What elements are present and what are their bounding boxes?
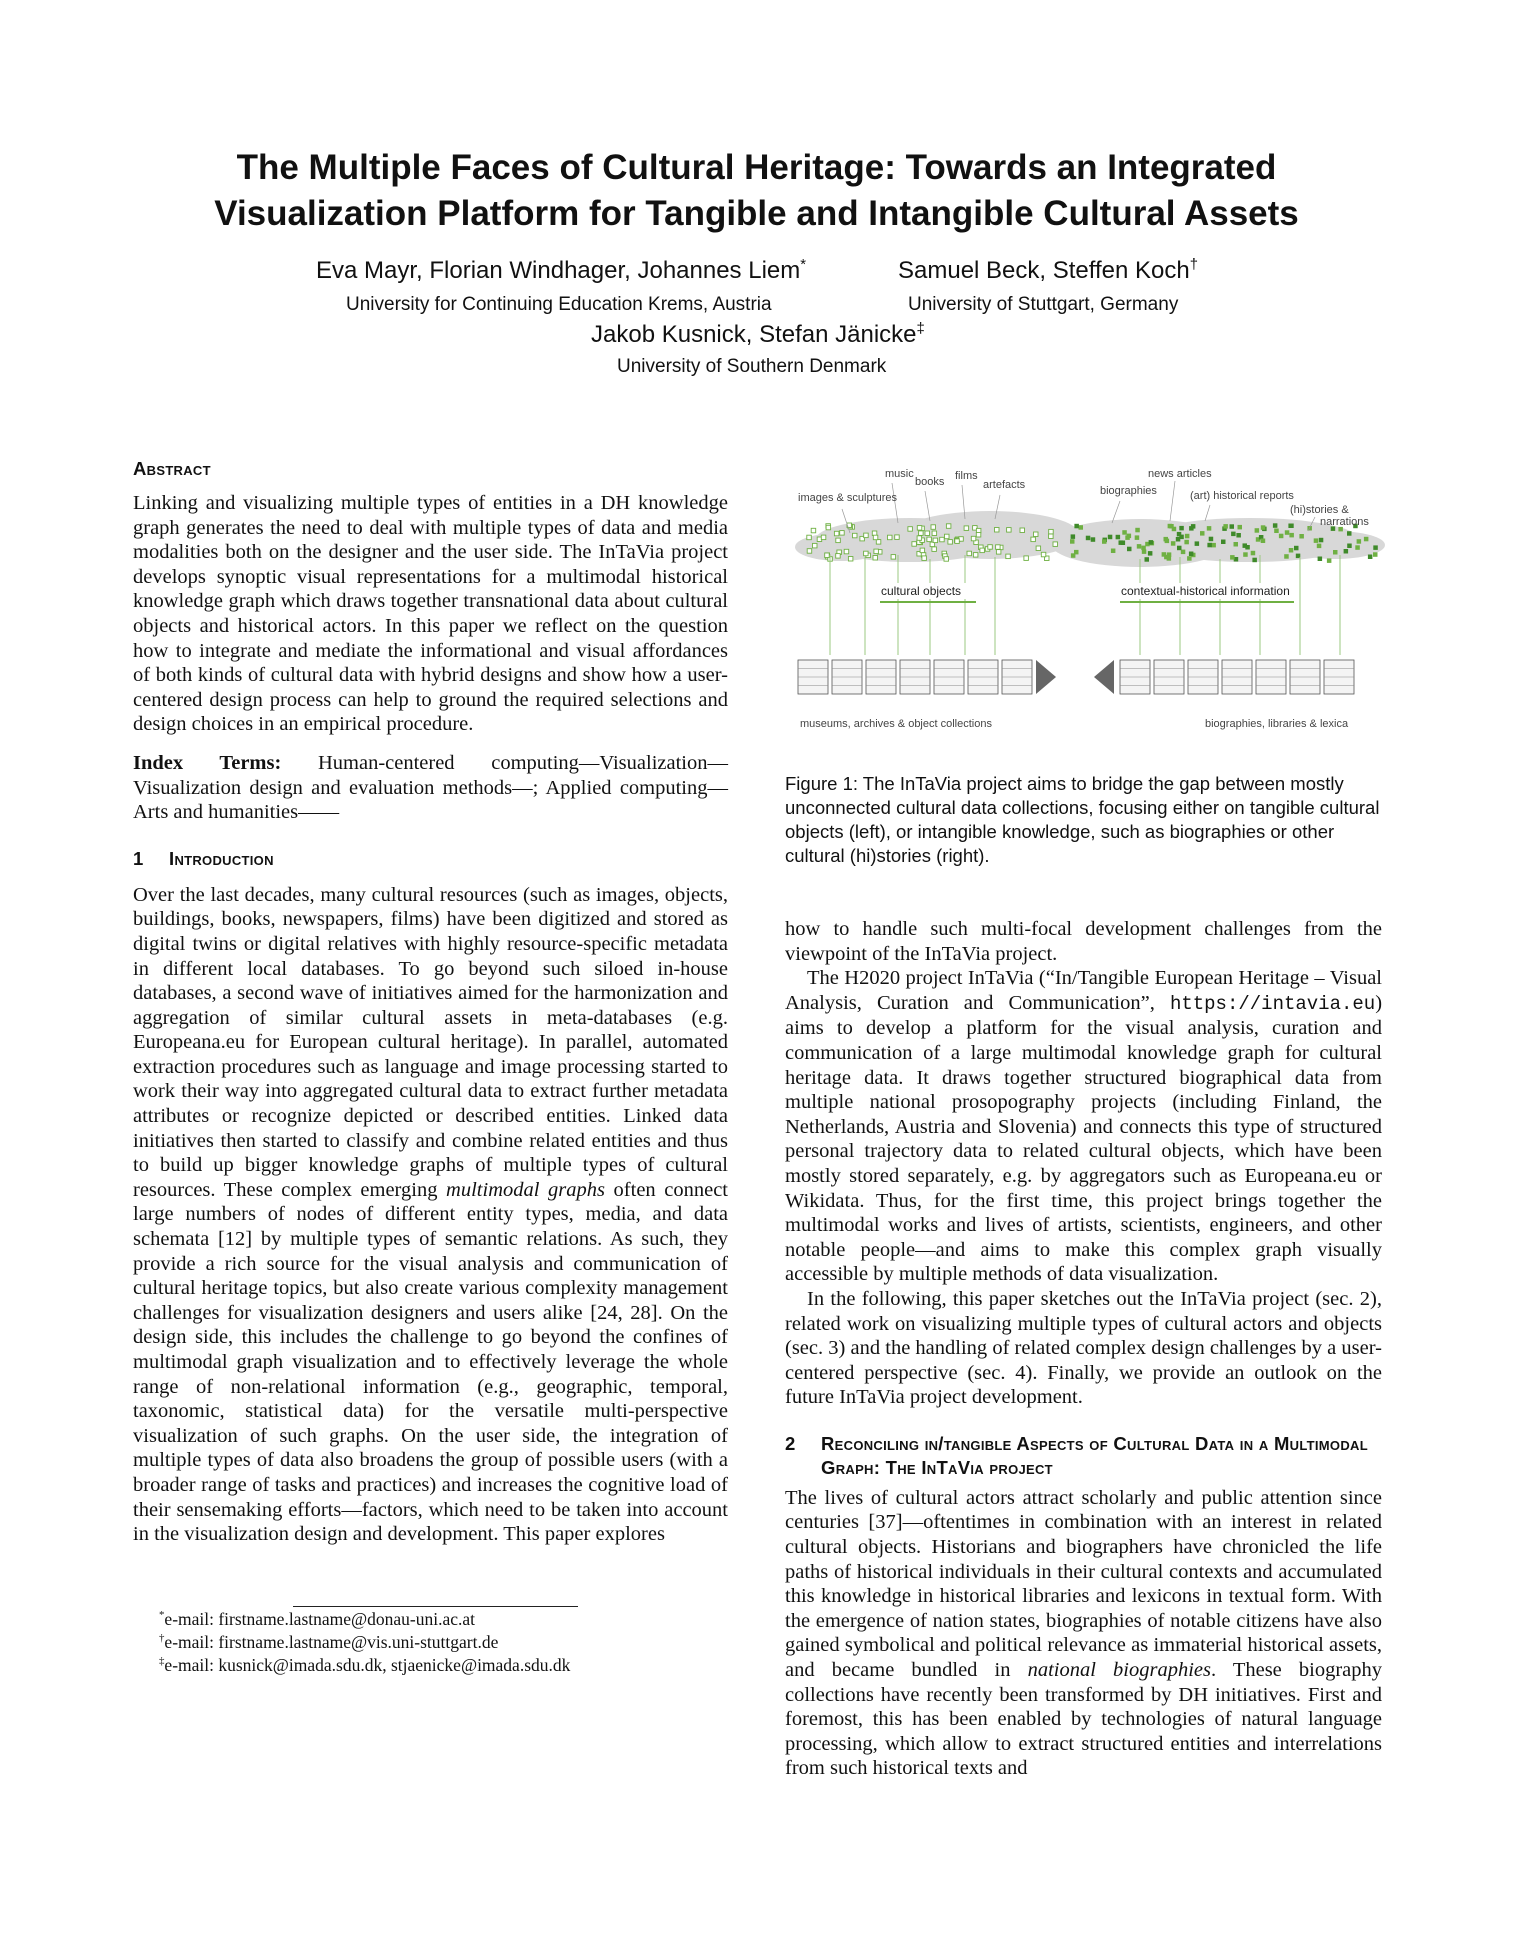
graph-node bbox=[1355, 545, 1360, 550]
graph-node bbox=[1200, 531, 1205, 536]
graph-node bbox=[925, 531, 930, 536]
graph-node bbox=[1347, 544, 1352, 549]
graph-node bbox=[1288, 524, 1293, 529]
intavia-url[interactable]: https://intavia.eu bbox=[1169, 992, 1376, 1015]
graph-node bbox=[1185, 534, 1190, 539]
section-2-paragraph-1: The lives of cultural actors attract scholarly and public attention since centuries [37]—oftentimes in combination with an interest in related cultural objects. Historians and biographers have chronicled the life paths of historical individuals in their cultural contexts and accumulated this knowledge in historical libraries and lexicons in textual form. With the emergence of nation states, biographies of notable citizens have also gained symbolical and political relevance as immaterial historical assets, and became bundled in national biographies. These biography collections have recently been transformed by DH initiatives. First and foremost, this has been enabled by technologies of natural language processing, which allow to extract structured entities and interrelations from such historical texts and bbox=[785, 1486, 1383, 1780]
graph-node bbox=[1074, 550, 1079, 555]
graph-node bbox=[1169, 524, 1174, 529]
graph-node bbox=[1119, 540, 1124, 545]
graph-node bbox=[1327, 558, 1332, 563]
graph-node bbox=[1116, 535, 1121, 540]
graph-node bbox=[945, 534, 950, 539]
graph-node bbox=[1041, 552, 1046, 557]
graph-node bbox=[1148, 551, 1153, 556]
graph-node bbox=[853, 533, 858, 538]
graph-node bbox=[922, 556, 927, 561]
graph-node bbox=[1279, 534, 1284, 539]
graph-node bbox=[964, 526, 969, 531]
graph-node bbox=[1164, 537, 1169, 542]
direction-chevron bbox=[1094, 660, 1114, 694]
left-column bbox=[133, 457, 728, 1547]
graph-node bbox=[876, 540, 881, 545]
graph-node bbox=[826, 525, 831, 530]
author-group-1: Eva Mayr, Florian Windhager, Johannes Liem* bbox=[316, 257, 807, 284]
graph-node bbox=[1145, 557, 1150, 562]
graph-node bbox=[1373, 552, 1378, 557]
graph-node bbox=[995, 528, 1000, 533]
graph-node bbox=[917, 526, 922, 531]
footnote-2: †e-mail: firstname.lastname@vis.uni-stuttgart.de bbox=[159, 1632, 499, 1652]
graph-node bbox=[1177, 546, 1182, 551]
graph-node bbox=[1176, 537, 1181, 542]
graph-node bbox=[888, 535, 893, 540]
graph-node bbox=[1070, 539, 1075, 544]
graph-node bbox=[1122, 530, 1127, 535]
graph-node bbox=[1234, 542, 1239, 547]
graph-node bbox=[1273, 523, 1278, 528]
graph-node bbox=[1319, 538, 1324, 543]
graph-node bbox=[1053, 542, 1058, 547]
graph-node bbox=[1236, 533, 1241, 538]
graph-node bbox=[844, 549, 849, 554]
graph-node bbox=[1034, 532, 1039, 537]
graph-node bbox=[864, 533, 869, 538]
label-biographies-libraries: biographies, libraries & lexica bbox=[1205, 718, 1349, 730]
graph-node bbox=[932, 547, 937, 552]
graph-node bbox=[895, 535, 900, 540]
affiliation-1: University for Continuing Education Krems, Austria bbox=[346, 294, 772, 315]
section-1-paragraph-2: The H2020 project InTaVia (“In/Tangible European Heritage – Visual Analysis, Curation and Communication”, https://intavia.eu) aims to develop a platform for the visual analysis, curation and communication of a large multimodal knowledge graph for cultural heritage data. It draws together structured biographical data from multiple national prosopography projects (including Finland, the Netherlands, Austria and Slovenia) and connects this type of structured personal trajectory data to related cultural objects, which have been mostly stored separately, e.g. by aggregators such as Europeana.eu or Wikidata. Thus, for the first time, this project brings together the multimodal works and lives of artists, scientists, engineers, and other notable people—and aims to make this complex graph visually accessible by multiple methods of data visualization. bbox=[785, 967, 1383, 1286]
right-column bbox=[785, 917, 1382, 1781]
graph-node bbox=[1086, 536, 1091, 541]
author-group-2: Samuel Beck, Steffen Koch† bbox=[898, 257, 1199, 284]
graph-node bbox=[933, 538, 938, 543]
graph-node bbox=[927, 537, 932, 542]
label-museums-archives: museums, archives & object collections bbox=[800, 718, 992, 730]
graph-node bbox=[1373, 545, 1378, 550]
graph-node bbox=[1171, 541, 1176, 546]
graph-node bbox=[840, 531, 845, 536]
section-1-paragraph-1: Over the last decades, many cultural resources (such as images, objects, buildings, books, newspapers, films) have been digitized and stored as digital twins or digital relatives with highly resource-specific metadata in different local databases. To go beyond such siloed in-house databases, a second wave of initiatives aimed for the harmonization and aggregation of similar cultural assets in meta-databases (e.g. Europeana.eu for European cultural heritage). In parallel, automated extraction procedures such as language and image processing started to work their way into aggregated cultural data to extract further metadata attributes or recognize depicted or described entities. Linked data initiatives then started to classify and combine related entities and thus to build up bigger knowledge graphs of multiple types of cultural resources. These complex emerging multimodal graphs often connect large numbers of nodes of different entity types, media, and data schemata [12] by multiple types of semantic relations. As such, they provide a rich source for the visual analysis and communication of cultural heritage topics, but also create various complexity management challenges for visualization designers and users alike [24, 28]. On the design side, this includes the challenge to go beyond the confines of multimodal graph visualization and to effectively leverage the whole range of non-relational information (e.g., geographic, temporal, taxonomic, statistical data) for the versatile multi-perspective visualization of such graphs. On the user side, the integration of multiple types of data also broadens the group of possible users (with a broader range of tasks and practices) and increases the cognitive load of their sensemaking efforts—factors, which need to be taken into account in the visualization design and development. This paper explores bbox=[133, 883, 728, 1546]
graph-node bbox=[807, 535, 812, 540]
graph-node bbox=[821, 535, 826, 540]
label-narrations: narrations bbox=[1320, 516, 1369, 528]
section-1-heading: 1 Introduction bbox=[133, 847, 274, 869]
graph-node bbox=[1071, 534, 1076, 539]
graph-node bbox=[932, 531, 937, 536]
graph-node bbox=[1189, 552, 1194, 557]
footnote-3: ‡e-mail: kusnick@imada.sdu.dk, stjaenicke@imada.sdu.dk bbox=[159, 1655, 571, 1675]
graph-node bbox=[836, 538, 841, 543]
graph-node bbox=[967, 551, 972, 556]
graph-node bbox=[1209, 537, 1214, 542]
affiliation-2: University of Stuttgart, Germany bbox=[908, 294, 1179, 315]
graph-node bbox=[1252, 558, 1257, 563]
graph-node bbox=[1137, 544, 1142, 549]
graph-node bbox=[1195, 541, 1200, 546]
graph-node bbox=[1102, 539, 1107, 544]
graph-node bbox=[1079, 525, 1084, 530]
graph-node bbox=[908, 527, 913, 532]
graph-node bbox=[1317, 544, 1322, 549]
graph-node bbox=[1167, 556, 1172, 561]
graph-node bbox=[1274, 529, 1279, 534]
title-line-1: The Multiple Faces of Cultural Heritage: Towards an Integrated bbox=[236, 148, 1277, 187]
graph-node bbox=[1135, 535, 1140, 540]
label-music: music bbox=[885, 468, 914, 480]
section-2-heading: 2 Reconciling in/tangible Aspects of Cultural Data in a Multimodal Graph: The InTaVia project bbox=[785, 1432, 1368, 1478]
graph-node bbox=[1111, 549, 1116, 554]
graph-node bbox=[940, 537, 945, 542]
graph-node bbox=[1074, 524, 1079, 529]
graph-node bbox=[1177, 532, 1182, 537]
graph-node bbox=[1357, 539, 1362, 544]
graph-node bbox=[920, 548, 925, 553]
graph-node bbox=[971, 536, 976, 541]
archive-shelves bbox=[798, 660, 1354, 694]
graph-node bbox=[1230, 555, 1235, 560]
graph-node bbox=[996, 545, 1001, 550]
graph-node bbox=[1187, 556, 1192, 561]
graph-node bbox=[1149, 540, 1154, 545]
graph-node bbox=[825, 553, 830, 558]
graph-node bbox=[1344, 549, 1349, 554]
arrows bbox=[830, 555, 1340, 655]
graph-node bbox=[1108, 535, 1113, 540]
graph-node bbox=[1364, 537, 1369, 542]
graph-node bbox=[1211, 543, 1216, 548]
label-news-articles: news articles bbox=[1148, 468, 1212, 480]
graph-node bbox=[1127, 534, 1132, 539]
graph-node bbox=[1251, 551, 1256, 556]
graph-node bbox=[1049, 534, 1054, 539]
graph-node bbox=[973, 553, 978, 558]
graph-node bbox=[1181, 550, 1186, 555]
graph-node bbox=[1285, 530, 1290, 535]
graph-node bbox=[1294, 546, 1299, 551]
label-biographies: biographies bbox=[1100, 485, 1157, 497]
graph-node bbox=[1091, 537, 1096, 542]
label-cultural-objects: cultural objects bbox=[881, 584, 962, 598]
graph-node bbox=[1223, 524, 1228, 529]
title-line-2: Visualization Platform for Tangible and Intangible Cultural Assets bbox=[214, 194, 1299, 233]
graph-node bbox=[976, 533, 981, 538]
author-group-3: Jakob Kusnick, Stefan Jänicke‡ bbox=[591, 321, 925, 348]
index-terms bbox=[133, 751, 728, 825]
graph-node bbox=[1207, 526, 1212, 531]
graph-node bbox=[834, 531, 839, 536]
graph-node bbox=[1162, 552, 1167, 557]
label-images-sculptures: images & sculptures bbox=[798, 492, 898, 504]
graph-node bbox=[1255, 528, 1260, 533]
label-artefacts: artefacts bbox=[983, 479, 1026, 491]
graph-node bbox=[1284, 554, 1289, 559]
index-terms-text: Human-centered computing—Visualization—Visualization design and evaluation methods—; Applied computing—Arts and humanities—— bbox=[133, 751, 728, 824]
graph-node bbox=[1261, 539, 1266, 544]
graph-node bbox=[1289, 533, 1294, 538]
graph-node bbox=[807, 549, 812, 554]
graph-node bbox=[1347, 531, 1352, 536]
figure-1-caption: Figure 1: The InTaVia project aims to bridge the gap between mostly unconnected cultural data collections, focusing either on tangible cultural objects (left), or intangible knowledge, such as biographies or other cultural (hi)stories (right). bbox=[785, 773, 1380, 866]
affiliation-3: University of Southern Denmark bbox=[617, 356, 887, 377]
graph-node bbox=[1179, 526, 1184, 531]
label-contextual-information: contextual-historical information bbox=[1121, 584, 1290, 598]
graph-node bbox=[919, 531, 924, 536]
graph-node bbox=[1238, 525, 1243, 530]
graph-node bbox=[1036, 546, 1041, 551]
graph-node bbox=[1127, 547, 1132, 552]
abstract-text: Linking and visualizing multiple types of entities in a DH knowledge graph generates the need to deal with multiple types of data and media modalities both on the designer and the user side. The InTaVia project develops synoptic visual representations for a multimodal historical knowledge graph which draws together transnational data about cultural objects and historical actors. In this paper we reflect on the question how to integrate and mediate the informational and visual affordances of both kinds of cultural data with hybrid designs and show how a user-centered design process can help to ground the required selections and design choices in an empirical procedure. bbox=[133, 492, 728, 736]
graph-node bbox=[980, 548, 985, 553]
graph-node bbox=[873, 535, 878, 540]
footnotes bbox=[133, 1608, 728, 1677]
graph-node bbox=[988, 545, 993, 550]
graph-node bbox=[917, 536, 922, 541]
footnote-1: *e-mail: firstname.lastname@donau-uni.ac.at bbox=[159, 1609, 476, 1629]
graph-node bbox=[1207, 543, 1212, 548]
direction-chevron bbox=[1036, 660, 1056, 694]
graph-node bbox=[1230, 524, 1235, 529]
footnote-rule bbox=[293, 1606, 578, 1607]
graph-node bbox=[1135, 528, 1140, 533]
graph-node bbox=[1024, 556, 1029, 561]
graph-node bbox=[1184, 540, 1189, 545]
graph-node bbox=[1007, 528, 1012, 533]
label-films: films bbox=[955, 470, 978, 482]
graph-node bbox=[874, 549, 879, 554]
graph-node bbox=[948, 540, 953, 545]
section-1-paragraph-3: In the following, this paper sketches out the InTaVia project (sec. 2), related work on visualizing multiple types of cultural actors and objects (sec. 3) and the handling of related complex design challenges by a user-centered perspective (sec. 4). Finally, we provide an outlook on the future InTaVia project development. bbox=[785, 1287, 1382, 1409]
graph-node bbox=[1006, 554, 1011, 559]
label-historical-reports: (art) historical reports bbox=[1190, 490, 1294, 502]
graph-node bbox=[811, 528, 816, 533]
graph-node bbox=[864, 551, 869, 556]
graph-node bbox=[1049, 529, 1054, 534]
graph-node bbox=[891, 555, 896, 560]
section-1-paragraph-1-continued: how to handle such multi-focal development challenges from the viewpoint of the InTaVia project. bbox=[785, 918, 1382, 965]
graph-node bbox=[1031, 537, 1036, 542]
graph-node bbox=[1243, 552, 1248, 557]
index-terms-label: Index Terms: bbox=[133, 751, 282, 774]
graph-node bbox=[873, 556, 878, 561]
graph-node bbox=[1261, 525, 1266, 530]
graph-node bbox=[955, 539, 960, 544]
graph-node bbox=[1368, 555, 1373, 560]
graph-node bbox=[931, 525, 936, 530]
graph-node bbox=[1333, 550, 1338, 555]
label-histories: (hi)stories & bbox=[1290, 504, 1349, 516]
graph-node bbox=[946, 524, 951, 529]
graph-node bbox=[996, 550, 1001, 555]
graph-node bbox=[1020, 528, 1025, 533]
graph-node bbox=[912, 542, 917, 547]
label-books: books bbox=[915, 476, 945, 488]
graph-node bbox=[1221, 540, 1226, 545]
graph-node bbox=[1231, 532, 1236, 537]
graph-node bbox=[813, 543, 818, 548]
graph-node bbox=[1314, 538, 1319, 543]
graph-node bbox=[1289, 548, 1294, 553]
paper-title bbox=[100, 145, 1413, 237]
figure-1-diagram bbox=[780, 455, 1390, 740]
graph-node bbox=[836, 554, 841, 559]
graph-node bbox=[848, 557, 853, 562]
graph-node bbox=[1318, 557, 1323, 562]
abstract-heading: Abstract bbox=[133, 458, 211, 479]
graph-node bbox=[1299, 534, 1304, 539]
graph-node bbox=[944, 557, 949, 562]
graph-node bbox=[1189, 526, 1194, 531]
graph-node bbox=[1245, 545, 1250, 550]
graph-node bbox=[1141, 546, 1146, 551]
